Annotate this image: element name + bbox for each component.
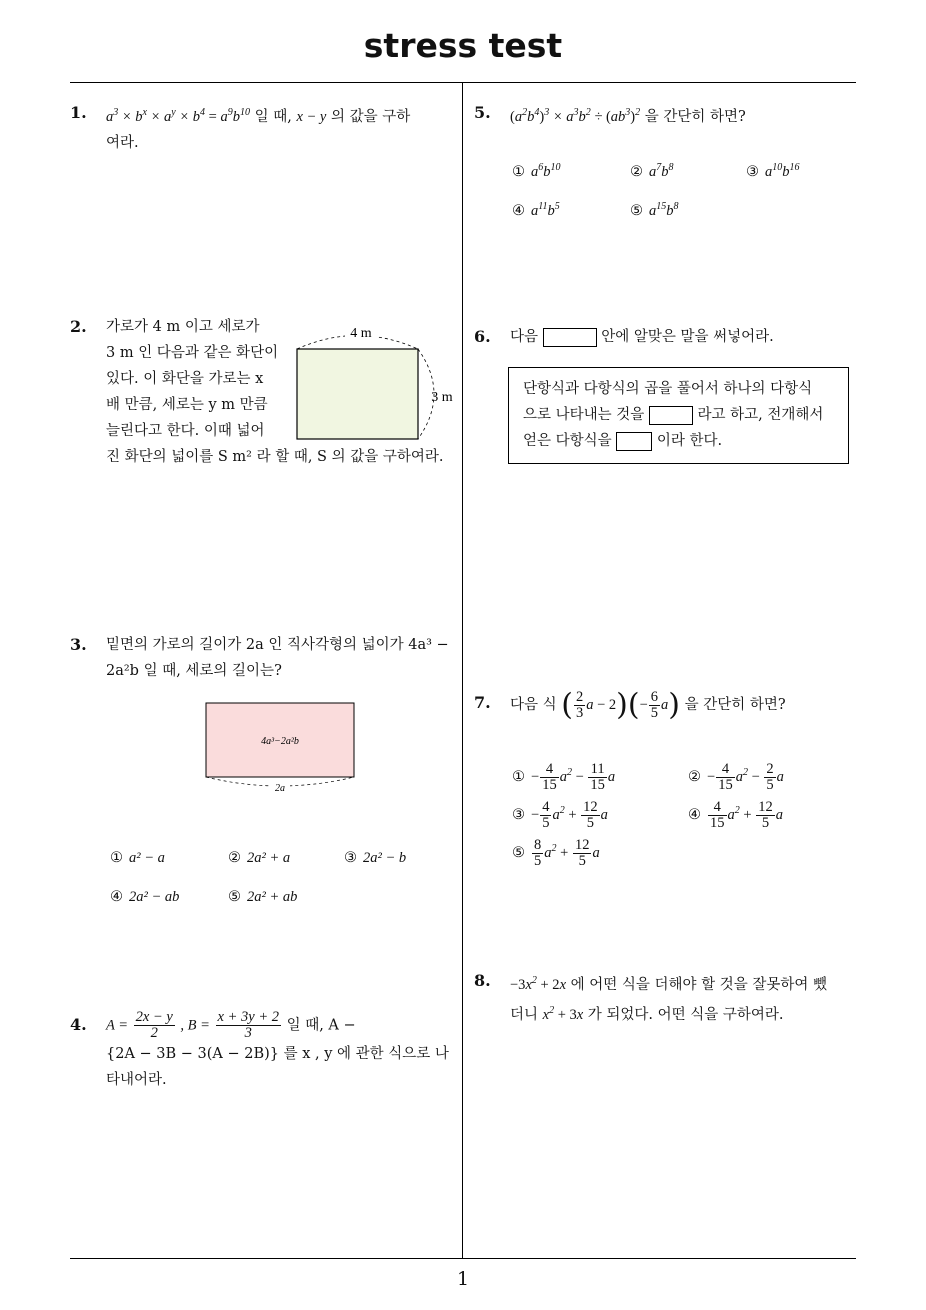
question-number: 7.: [474, 693, 491, 712]
q6-box-line3-suffix: 이라 한다.: [656, 433, 723, 449]
q6-content-box: [508, 367, 849, 464]
q4-after-b: 일 때, A −: [286, 1017, 356, 1034]
q2-line: 가로가 4 m 이고 세로가: [106, 319, 260, 335]
q1-equation: $a^3 \times b^x \times a^y \times b^4 = a^9b^{10}$: [106, 107, 250, 125]
q6-box-line3-prefix: 얻은 다항식을: [523, 433, 612, 449]
q2-figure: [290, 318, 460, 448]
question-number: 5.: [474, 103, 491, 122]
q5-option-2[interactable]: ② $a^7b^8$: [630, 162, 674, 180]
q6-prompt-suffix: 안에 알맞은 말을 써넣어라.: [601, 329, 774, 345]
q7-option-3[interactable]: ③ − $\frac{4}{5}$ $a^2$ + $\frac{12}{5}$ a: [512, 799, 608, 832]
q7-option-1[interactable]: ① − $\frac{4}{15}$ $a^2$ − $\frac{11}{15}$ a: [512, 761, 616, 794]
question-number: 3.: [70, 635, 87, 654]
q6-box-line2-prefix: 으로 나타내는 것을: [523, 407, 645, 423]
q2-line: 늘린다고 한다. 이때 넓어: [106, 423, 265, 439]
q1-tail: 의 값을 구하: [330, 108, 411, 125]
q5-option-3[interactable]: ③ $a^{10}b^{16}$: [746, 162, 800, 180]
question-number: 1.: [70, 103, 87, 122]
question-number: 6.: [474, 327, 491, 346]
q8-line2-prefix: 더니: [510, 1006, 539, 1023]
q5-tail: 을 간단히 하면?: [644, 108, 746, 125]
question-3: [70, 632, 460, 684]
q6-prompt-prefix: 다음: [510, 329, 539, 345]
q5-expression: $(a^2b^4)^3 \times a^3b^2 \div (ab^3)^2$: [510, 107, 641, 125]
q1-line2: 여라.: [106, 134, 139, 151]
q4-b-label: , B =: [180, 1017, 210, 1034]
footer-rule: [70, 1258, 856, 1259]
q3-bottom-label: 2a: [275, 783, 285, 794]
q8-expression-1: $-3x^2 + 2x$: [510, 975, 566, 993]
q7-expression: ( $\frac{2}{3}$ a − 2)(− $\frac{6}{5}$ a): [561, 687, 680, 723]
q7-option-4[interactable]: ④ $\frac{4}{15}$ $a^2$ + $\frac{12}{5}$ a: [688, 799, 783, 832]
q4-line3: 타내어라.: [106, 1072, 167, 1089]
q6-box-line1: 단항식과 다항식의 곱을 풀어서 하나의 다항식: [523, 381, 813, 397]
page-number: 1: [456, 1268, 470, 1290]
q4-a-fraction: $\frac{2x - y}{2}$: [135, 1009, 173, 1042]
q1-intro: 일 때,: [254, 108, 292, 125]
q6-blank-sample: [543, 328, 597, 347]
q5-option-5[interactable]: ⑤ $a^{15}b^8$: [630, 201, 679, 219]
q2-line: 3 m 인 다음과 같은 화단이: [106, 345, 279, 361]
header-rule: [70, 82, 856, 83]
q8-expression-2: $x^2 + 3x$: [542, 1004, 584, 1023]
q6-blank-1[interactable]: [649, 406, 693, 425]
q2-line: 있다. 이 화단을 가로는 x: [106, 371, 264, 387]
q5-option-4[interactable]: ④ $a^{11}b^5$: [512, 201, 560, 219]
q2-line: 배 만큼, 세로는 y m 만큼: [106, 397, 268, 413]
question-1: [70, 100, 460, 156]
page-title: stress test: [363, 26, 563, 65]
q2-top-label: 4 m: [350, 326, 372, 341]
column-divider: [462, 83, 463, 1258]
question-8: [474, 968, 864, 1028]
question-7: [474, 687, 864, 723]
q1-expression: x − y: [296, 108, 327, 125]
q7-suffix: 을 간단히 하면?: [684, 697, 786, 714]
q4-a-label: A =: [106, 1017, 129, 1034]
q3-option-4[interactable]: ④ 2a² − ab: [110, 889, 180, 905]
q7-prefix: 다음 식: [510, 697, 557, 714]
q6-blank-2[interactable]: [616, 432, 652, 451]
q2-line: 진 화단의 넓이를 S m² 라 할 때, S 의 값을 구하여라.: [106, 449, 444, 465]
question-number: 2.: [70, 317, 87, 336]
q3-option-3[interactable]: ③ 2a² − b: [344, 850, 407, 866]
flowerbed-rect: [297, 349, 418, 439]
q4-b-fraction: $\frac{x + 3y + 2}{3}$: [217, 1009, 279, 1042]
q3-option-2[interactable]: ② 2a² + a: [228, 850, 291, 866]
question-6: [474, 324, 864, 350]
q5-option-1[interactable]: ① $a^6b^{10}$: [512, 162, 561, 180]
q3-option-5[interactable]: ⑤ 2a² + ab: [228, 889, 298, 905]
q6-box-line2-suffix: 라고 하고, 전개해서: [697, 407, 824, 423]
question-4: [70, 1010, 460, 1093]
q7-option-5[interactable]: ⑤ $\frac{8}{5}$ $a^2$ + $\frac{12}{5}$ a: [512, 837, 600, 870]
question-5: [474, 100, 864, 130]
q3-option-1[interactable]: ① a² − a: [110, 850, 165, 866]
question-number: 8.: [474, 971, 491, 990]
q4-line2: {2A − 3B − 3(A − 2B)} 를 x , y 에 관한 식으로 나: [106, 1046, 449, 1063]
q8-line2-suffix: 가 되었다. 어떤 식을 구하여라.: [587, 1006, 784, 1023]
question-number: 4.: [70, 1015, 87, 1034]
q3-inner-label: 4a³−2a²b: [261, 736, 299, 747]
q2-side-label: 3 m: [431, 390, 453, 405]
q8-line1-text: 에 어떤 식을 더해야 할 것을 잘못하여 뺐: [570, 976, 827, 993]
q3-line2: 2a²b 일 때, 세로의 길이는?: [106, 663, 282, 679]
q3-figure: [200, 700, 360, 798]
q3-line1: 밑면의 가로의 길이가 2a 인 직사각형의 넓이가 4a³ −: [106, 637, 449, 653]
q7-option-2[interactable]: ② − $\frac{4}{15}$ $a^2$ − $\frac{2}{5}$ a: [688, 761, 784, 794]
